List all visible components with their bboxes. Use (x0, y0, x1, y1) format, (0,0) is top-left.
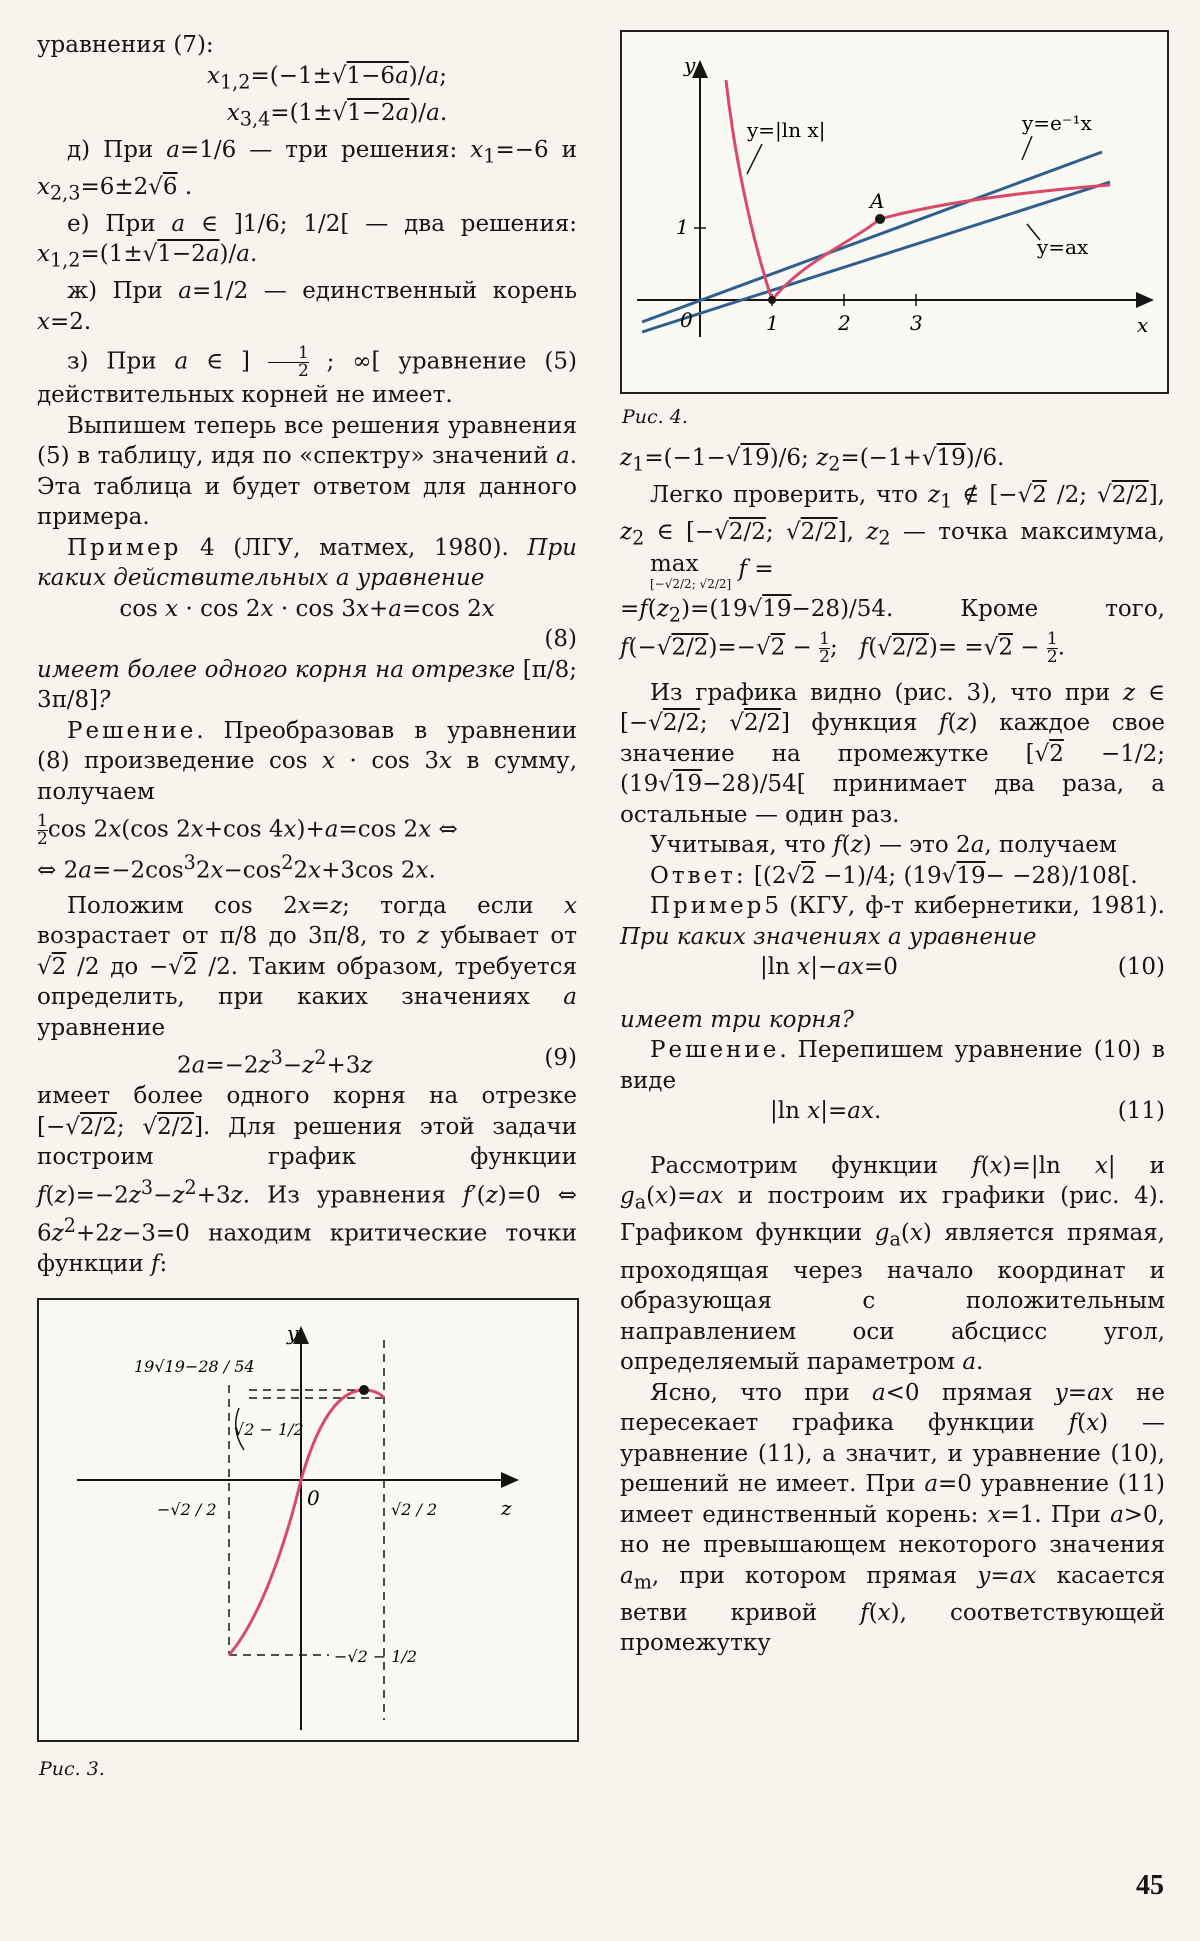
case-e: е) При a ∈ ]1/6; 1/2[ — два решения: $x_{1,2}=(1\pm√1-2a)/a$. (37, 210, 577, 272)
tangent-point-a (875, 214, 885, 224)
x-axis-label: x (1137, 313, 1149, 337)
y-axis-label: y (287, 1320, 299, 1345)
equation-11: |ln x|=ax. (11) (620, 1096, 1165, 1127)
x-tick-label-2: 2 (838, 311, 851, 335)
figure-4-plot (622, 32, 1167, 392)
answer-4: Ответ: [(2√2 −1)/4; (19√19− −28)/108[. (650, 862, 1138, 889)
paragraph: $=f(z_2)=(19√19-28)/54$. Кроме того, f(−√2/2)=−√2 − $\frac{1}{2}$ ; f(√2/2)= =√2 − $\frac{1}{2}$ . (620, 595, 1165, 667)
case-d: д) При a=1/6 — три решения: $x_1=-6$ и $x_{2,3}=6\pm 2√6$ . (37, 136, 577, 205)
equation-number: (8) (544, 626, 577, 653)
paragraph: Из графика видно (рис. 3), что при z ∈ [−√2/2; √2/2] функция f(z) каждое свое значение на промежутке [√2 −1/2; (19√19−28)/54[ принимает два раза, а остальные — один раз. (620, 679, 1166, 828)
y-axis-label: y (684, 53, 696, 77)
paragraph: Рассмотрим функции f(x)=|ln x| и $g_a(x)=ax$ и построим их графики (рис. 4). Графиком функции $g_a(x)$ является прямая, проходящая через начало координат и образующая с положительным направлением оси абсцисс угол, определяемый параметром a. (620, 1152, 1166, 1376)
label-tangent-line: y=e⁻¹x (1022, 111, 1092, 135)
z-axis-label: z (501, 1495, 512, 1520)
paragraph: Легко проверить, что $z_1$ ∉ [−√2 /2; √2/2], $z_2$ ∈ [−√2/2; √2/2], $z_2$ — точка максимума, max [−√2/2; √2/2] f = (620, 481, 1165, 591)
formula-x34: $x_{3,4}=(1\pm√1-2a)/a$. (226, 99, 448, 131)
x-tick-label-3: 3 (910, 311, 923, 335)
equation-9: $2a=-2z^3-z^2+3z$ (9) (37, 1043, 577, 1081)
label-point-a: A (870, 189, 885, 213)
paragraph: имеет более одного корня на отрезке [−√2/2; √2/2]. Для решения этой задачи построим график функции $f(z)=-2z^3-z^2+3z$. Из уравнения f′(z)=0 ⇔ $6z^2+2z-3=0$ находим критические точки функции f: (37, 1083, 578, 1278)
right-end-label: √2 − 1/2 (234, 1419, 304, 1439)
equation-10: |ln x|−ax=0 (10) (620, 952, 1165, 983)
page-number: 45 (1136, 1870, 1164, 1901)
paragraph: Положим cos 2x=z; тогда если x возрастает от π/8 до 3π/8, то z убывает от √2 /2 до −√2 /2. Таким образом, требуется определить, при каких значениях a уравнение (37, 892, 577, 1041)
paragraph: имеет три корня? (620, 1006, 854, 1033)
example-4-heading: Пример 4 (ЛГУ, матмех, 1980). При каких действительных a уравнение (37, 534, 577, 592)
right-column (620, 30, 1165, 1659)
solution-5: Решение. Перепишем уравнение (10) в виде (620, 1037, 1165, 1094)
y-tick-label-1: 1 (676, 215, 689, 239)
equation-8: cos x · cos 2x · cos 3x+a=cos 2x (119, 595, 495, 622)
example-5-heading: Пример5 (КГУ, ф-т кибернетики, 1981). При каких значениях a уравнение (620, 893, 1165, 950)
paragraph: имеет более одного корня на отрезке [π/8; 3π/8]? (37, 656, 577, 714)
equation-number: (9) (544, 1045, 577, 1072)
pos-half-sqrt2-label: √2 / 2 (391, 1499, 438, 1519)
max-value-label: 19√19−28 / 54 (134, 1356, 255, 1376)
left-end-label: −√2 − 1/2 (334, 1646, 418, 1666)
paragraph: Учитывая, что f(z) — это 2a, получаем (650, 832, 1117, 859)
equation-number: (10) (1117, 954, 1165, 981)
x-tick-label-1: 1 (766, 311, 779, 335)
formula-2a: ⇔ $2a=-2\cos^32x-\cos^22x+3\cos$ 2x. (37, 851, 436, 885)
origin-label: 0 (680, 308, 693, 332)
label-abs-ln-x: y=|ln x| (747, 118, 826, 142)
root-point (768, 296, 776, 304)
figure-3-plot (39, 1300, 577, 1740)
equation-number: (11) (1117, 1098, 1165, 1125)
line-tangent (642, 152, 1102, 322)
left-column (37, 30, 577, 1794)
figure-4 (620, 30, 1169, 394)
paragraph: уравнения (7): (37, 32, 214, 58)
max-point (359, 1385, 369, 1395)
roots-z: $z_1=(-1-√19)/6$; $z_2=(-1+√19)/6$. (620, 444, 1005, 476)
neg-half-sqrt2-label: −√2 / 2 (157, 1499, 217, 1519)
figure-3-caption: Рис. 3. (39, 1757, 105, 1780)
formula-transform: $\frac{1}{2}$ cos 2x(cos 2x+cos 4x)+a=cos 2x ⇔ (37, 811, 458, 850)
label-ax-line: y=ax (1037, 235, 1089, 259)
paragraph: Выпишем теперь все решения уравнения (5) в таблицу, идя по «спектру» значений a. Эта таблица и будет ответом для данного примера. (37, 412, 577, 531)
case-zh: ж) При a=1/2 — единственный корень x=2. (37, 278, 577, 335)
pointer-lnx (747, 144, 762, 174)
origin-label: 0 (307, 1485, 320, 1510)
paragraph: Ясно, что при a<0 прямая y=ax не пересекает графика функции f(x) — уравнение (11), а значит, и уравнение (10), решений не имеет. При a=0 уравнение (11) имеет единственный корень: x=1. При a>0, но не превышающем некоторого значения $a_m$, при котором прямая y=ax касается ветви кривой f(x), соответствующей промежутку (620, 1379, 1166, 1657)
pointer-tangent (1022, 136, 1032, 160)
figure-4-caption: Рис. 4. (622, 406, 688, 428)
formula-x12: $x_{1,2}=(-1\pm√1-6a)/a$; (207, 62, 447, 94)
case-z: з) При a ∈ ] $\frac{1}{2}$ ; ∞[ уравнение (5) действительных корней не имеет. (37, 343, 578, 409)
figure-3 (37, 1298, 579, 1742)
solution-4: Решение. Преобразовав в уравнении (8) произведение cos x · cos 3x в сумму, получаем (37, 717, 578, 805)
